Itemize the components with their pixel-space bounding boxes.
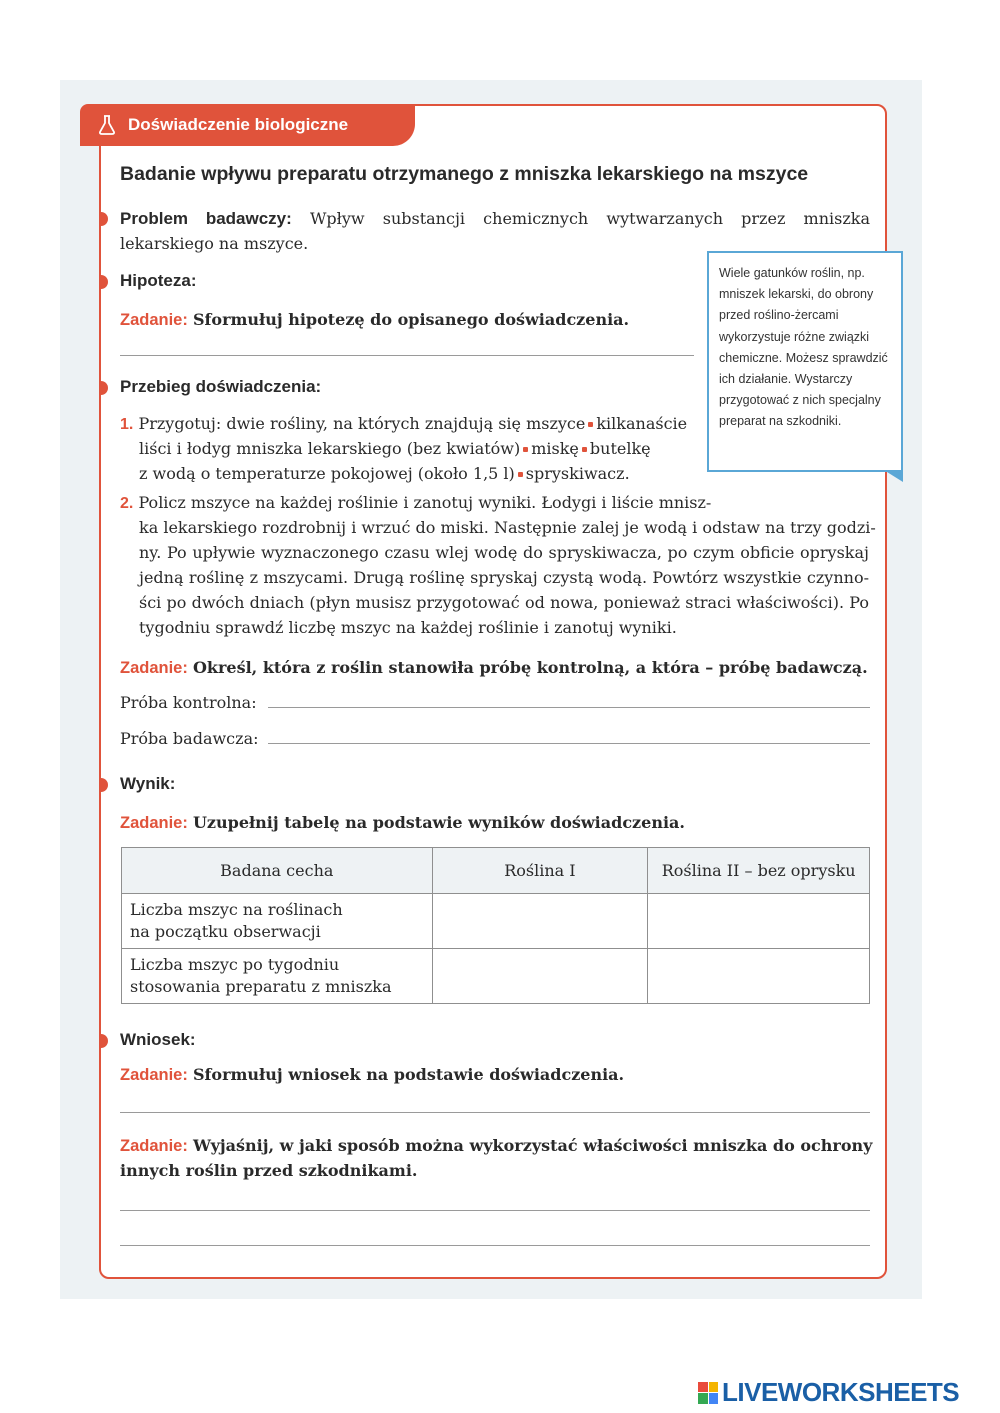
- research-sample-label: Próba badawcza:: [120, 729, 259, 748]
- table-header: Roślina I: [432, 848, 648, 894]
- table-cell-plant-2-input[interactable]: [648, 894, 870, 949]
- step-number: 1.: [120, 416, 134, 433]
- bullet-icon: [588, 422, 593, 427]
- step-text: butelkę: [589, 439, 651, 458]
- step-2-line: ści po dwóch dniach (płyn musisz przygotować od nowa, ponieważ straci właściwości). Po: [139, 593, 869, 612]
- flask-icon: [98, 115, 116, 135]
- problem-text: Wpływ substancji chemicznych wytwarzanych przez mniszka lekarskiego na mszyce.: [120, 209, 871, 253]
- task-label: Zadanie:: [120, 814, 188, 832]
- liveworksheets-icon: [698, 1382, 718, 1404]
- results-table: [121, 847, 870, 1004]
- badge-label: Doświadczenie biologiczne: [128, 115, 349, 134]
- control-sample-answer-line[interactable]: [268, 707, 870, 708]
- control-sample-label: Próba kontrolna:: [120, 693, 257, 712]
- research-sample-answer-line[interactable]: [268, 743, 870, 744]
- task-label: Zadanie:: [120, 1137, 188, 1155]
- step-text: z wodą o temperaturze pokojowej (około 1,5 l): [139, 464, 515, 483]
- cell-text: na początku obserwacji: [130, 922, 321, 941]
- liveworksheets-logo: [698, 1377, 959, 1408]
- table-header: Badana cecha: [122, 848, 433, 894]
- step-1-line: [139, 461, 630, 486]
- hypothesis-heading: Hipoteza:: [120, 271, 197, 290]
- step-2-line: tygodniu sprawdź liczbę mszyc na każdej roślinie i zanotuj wyniki.: [139, 618, 677, 637]
- table-row: [122, 949, 870, 1004]
- step-2-line: ka lekarskiego rozdrobnij i wrzuć do miski. Następnie zalej je wodą i odstaw na trzy godzi-: [139, 518, 876, 537]
- task-text: Sformułuj hipotezę do opisanego doświadczenia.: [192, 310, 630, 329]
- task-label: Zadanie:: [120, 1066, 188, 1084]
- cell-text: Liczba mszyc po tygodniu: [130, 955, 340, 974]
- table-cell-feature: [122, 949, 433, 1004]
- result-heading: Wynik:: [120, 774, 176, 793]
- final-task: [120, 1133, 872, 1159]
- task-label: Zadanie:: [120, 659, 188, 677]
- table-cell-plant-2-input[interactable]: [648, 949, 870, 1004]
- problem-section: [120, 206, 870, 256]
- table-header: Roślina II – bez oprysku: [648, 848, 870, 894]
- step-1-line: [139, 436, 651, 461]
- side-note-text: Wiele gatunków roślin, np. mniszek lekarski, do obrony przed roślino-żercami wykorzystuje różne związki chemiczne. Możesz sprawdzić ich działanie. Wystarczy przygotować z nich specjalny preparat na szkodniki.: [719, 266, 888, 429]
- conclusion-task: [120, 1062, 624, 1088]
- step-text: Policz mszyce na każdej roślinie i zanotuj wyniki. Łodygi i liście mnisz-: [138, 493, 712, 512]
- experiment-badge: [80, 104, 415, 146]
- step-text: Przygotuj: dwie rośliny, na których znajdują się mszyce: [138, 414, 586, 433]
- step-2-line: jedną roślinę z mszycami. Drugą roślinę spryskaj czystą wodą. Powtórz wszystkie czynno-: [139, 568, 869, 587]
- procedure-heading: Przebieg doświadczenia:: [120, 377, 322, 396]
- task-text: Sformułuj wniosek na podstawie doświadczenia.: [192, 1065, 625, 1084]
- step-text: spryskiwacz.: [525, 464, 630, 483]
- procedure-task: [120, 655, 868, 681]
- side-note-tail: [887, 472, 903, 482]
- step-2-line: [120, 490, 711, 516]
- cell-text: Liczba mszyc na roślinach: [130, 900, 343, 919]
- step-text: kilkanaście: [596, 414, 688, 433]
- task-text: Określ, która z roślin stanowiła próbę kontrolną, a która – próbę badawczą.: [192, 658, 868, 677]
- brand-name: LIVEWORKSHEETS: [722, 1377, 960, 1407]
- conclusion-answer-line[interactable]: [120, 1112, 870, 1113]
- step-text: miskę: [531, 439, 579, 458]
- table-header-row: [122, 848, 870, 894]
- conclusion-heading: Wniosek:: [120, 1030, 196, 1049]
- hypothesis-task: [120, 307, 629, 333]
- task-text: Uzupełnij tabelę na podstawie wyników doświadczenia.: [192, 813, 685, 832]
- task-text: innych roślin przed szkodnikami.: [120, 1161, 418, 1180]
- final-task-continued: [120, 1158, 417, 1183]
- result-task: [120, 810, 685, 836]
- side-note: [707, 251, 903, 472]
- cell-text: stosowania preparatu z mniszka: [130, 977, 392, 996]
- table-cell-plant-1-input[interactable]: [432, 894, 648, 949]
- task-label: Zadanie:: [120, 311, 188, 329]
- problem-label: Problem badawczy:: [120, 209, 292, 228]
- bullet-icon: [523, 447, 528, 452]
- step-text: liści i łodyg mniszka lekarskiego (bez kwiatów): [139, 439, 521, 458]
- table-row: [122, 894, 870, 949]
- step-1-line: [120, 411, 687, 437]
- page-title: Badanie wpływu preparatu otrzymanego z mniszka lekarskiego na mszyce: [120, 163, 809, 185]
- table-cell-feature: [122, 894, 433, 949]
- bullet-icon: [518, 472, 523, 477]
- step-2-line: ny. Po upływie wyznaczonego czasu wlej wodę do spryskiwacza, po czym obficie opryskaj: [139, 543, 869, 562]
- bullet-icon: [582, 447, 587, 452]
- final-answer-line-1[interactable]: [120, 1210, 870, 1211]
- table-cell-plant-1-input[interactable]: [432, 949, 648, 1004]
- final-answer-line-2[interactable]: [120, 1245, 870, 1246]
- task-text: Wyjaśnij, w jaki sposób można wykorzystać właściwości mniszka do ochrony: [192, 1136, 873, 1155]
- step-number: 2.: [120, 495, 134, 512]
- hypothesis-answer-line[interactable]: [120, 355, 694, 356]
